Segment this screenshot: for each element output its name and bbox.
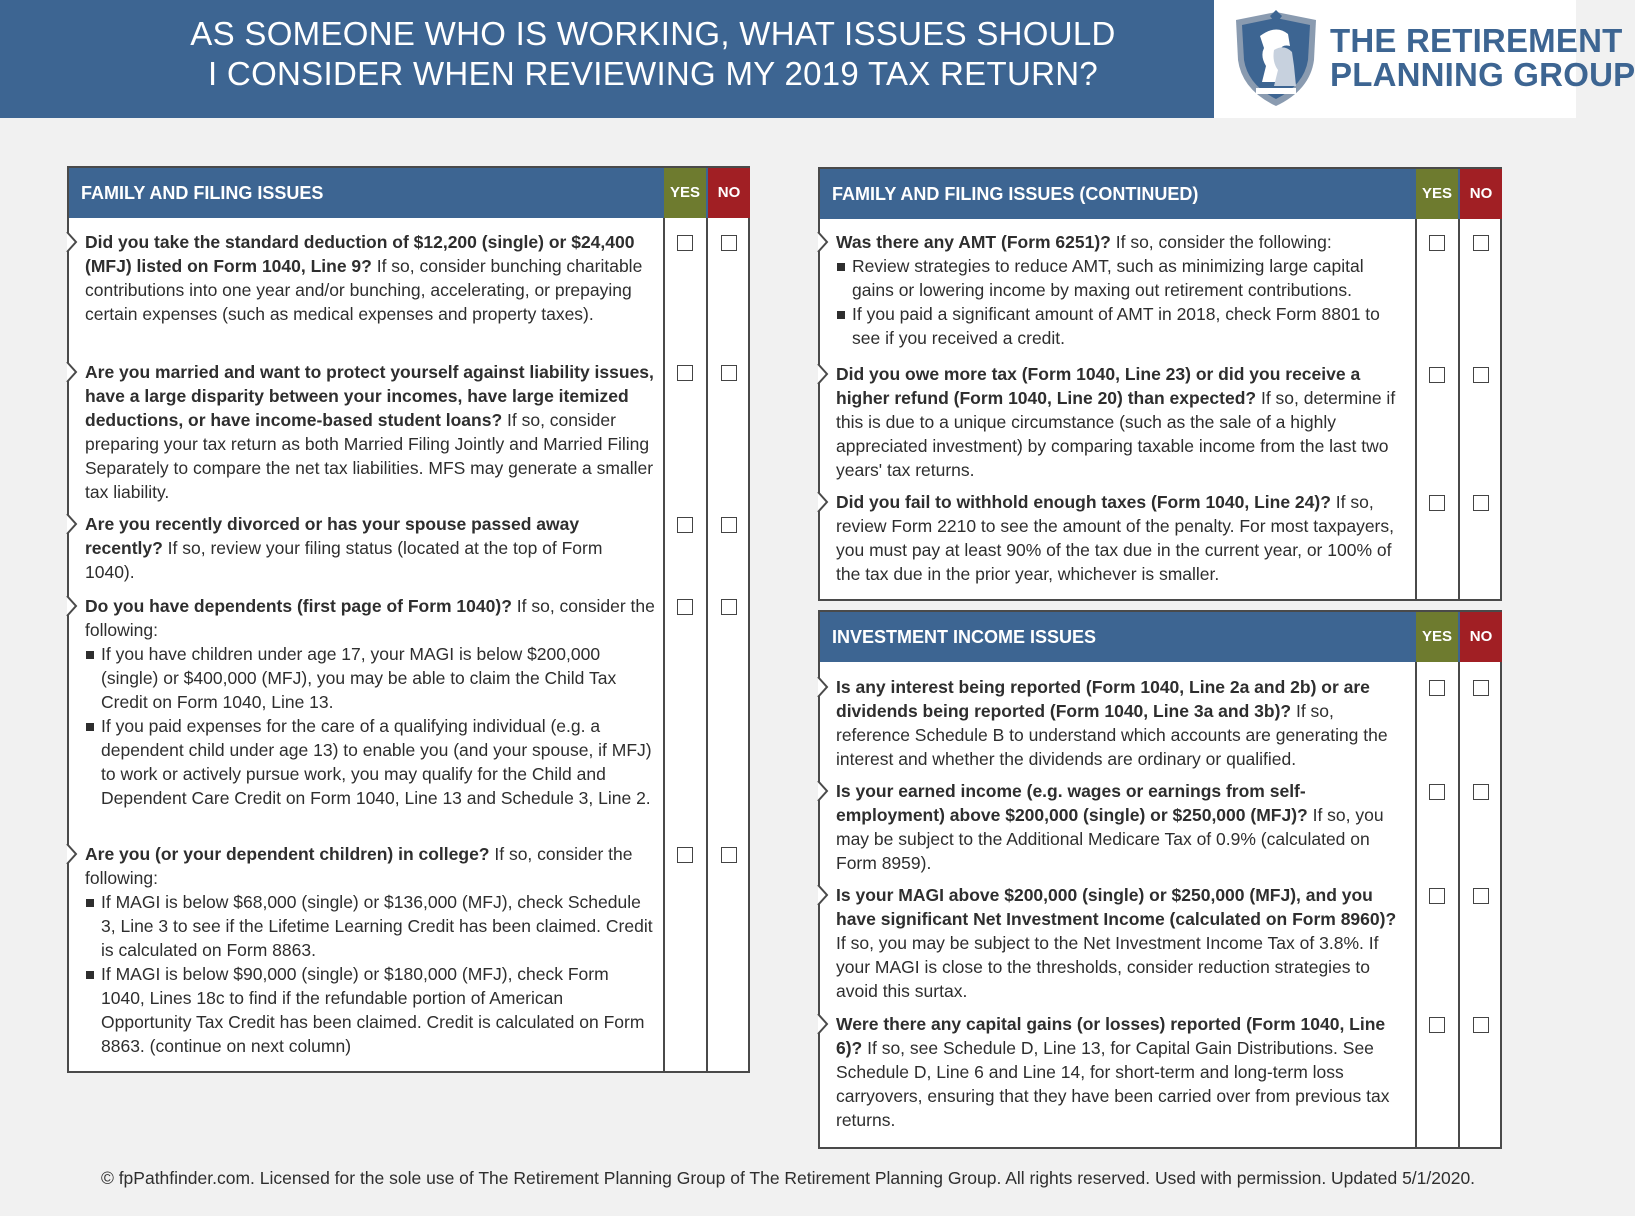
question-guidance: If so, you may be subject to the Net Investment Income Tax of 3.8%. If your MAGI is close to the thresholds, consider reduction strategies to avoid this surtax. (836, 933, 1379, 1001)
question-text: Were there any capital gains (or losses) reported (Form 1040, Line 6)? (836, 1014, 1386, 1058)
yes-checkbox[interactable] (1429, 888, 1445, 904)
column-divider (1415, 219, 1417, 599)
bullet-item: If you paid expenses for the care of a qualifying individual (e.g. a dependent child under age 13) to enable you (and your spouse, if MFJ) to work or actively pursue work, you may qualify for the Child and Dependent Care Credit on Form 1040, Line 13 and Schedule 3, Line 2. (85, 714, 655, 810)
section-arrow-icon (67, 232, 77, 252)
family-filing-panel (67, 166, 750, 1073)
copyright-footer: © fpPathfinder.com. Licensed for the sole use of The Retirement Planning Group of The Retirement Planning Group. All rights reserved. Used with permission. Updated 5/1/2020. (100, 1168, 1476, 1188)
question-item (836, 1012, 1406, 1132)
question-paragraph (85, 512, 655, 584)
question-item (836, 779, 1406, 875)
yes-checkbox[interactable] (677, 599, 693, 615)
question-item (836, 362, 1406, 482)
section-arrow-icon (67, 514, 77, 534)
yes-column-header: YES (1416, 169, 1458, 219)
bullet-list (836, 254, 1406, 350)
question-text: Did you owe more tax (Form 1040, Line 23) or did you receive a higher refund (Form 1040, Line 20) than expected? (836, 364, 1361, 408)
panel-title: FAMILY AND FILING ISSUES (CONTINUED) (832, 184, 1199, 204)
question-paragraph (836, 230, 1406, 254)
bullet-item: Review strategies to reduce AMT, such as minimizing large capital gains or lowering income by maxing out retirement contributions. (836, 254, 1406, 302)
page-title-line-2: I CONSIDER WHEN REVIEWING MY 2019 TAX RETURN? (208, 55, 1098, 92)
bullet-item: If you have children under age 17, your MAGI is below $200,000 (single) or $400,000 (MFJ), you may be able to claim the Child Tax Credit on Form 1040, Line 13. (85, 642, 655, 714)
question-item (85, 842, 655, 1058)
question-paragraph (836, 779, 1406, 875)
page-title (0, 14, 1306, 94)
logo (1214, 0, 1635, 118)
question-text: Is your earned income (e.g. wages or earnings from self-employment) above $200,000 (single) or $250,000 (MFJ)? (836, 781, 1308, 825)
question-item (836, 883, 1406, 1003)
question-guidance: If so, see Schedule D, Line 13, for Capital Gain Distributions. See Schedule D, Line 6 and Line 14, for short-term and long-term loss carryovers, ensuring that they have been carried over from previous tax returns. (836, 1038, 1390, 1130)
no-checkbox[interactable] (721, 365, 737, 381)
no-checkbox[interactable] (1473, 784, 1489, 800)
panel-header (69, 168, 748, 218)
yes-checkbox[interactable] (1429, 1017, 1445, 1033)
column-divider (1458, 219, 1460, 599)
question-text: Was there any AMT (Form 6251)? (836, 232, 1111, 252)
bullet-list (85, 642, 655, 810)
no-column-header: NO (1460, 169, 1502, 219)
logo-text-line-2: PLANNING GROUP (1330, 56, 1635, 93)
question-paragraph (85, 594, 655, 642)
shield-logo-icon (1230, 10, 1322, 108)
section-arrow-icon (818, 885, 828, 905)
question-guidance: If so, consider preparing your tax return as both Married Filing Jointly and Married Filing Separately to compare the net tax liabilities. MFS may generate a smaller tax liability. (85, 410, 654, 502)
no-checkbox[interactable] (1473, 235, 1489, 251)
column-divider (1415, 662, 1417, 1147)
question-guidance: If so, consider the following: (85, 844, 633, 888)
question-text: Do you have dependents (first page of Form 1040)? (85, 596, 512, 616)
logo-text (1330, 24, 1635, 92)
bullet-item: If MAGI is below $90,000 (single) or $180,000 (MFJ), check Form 1040, Lines 18c to find if the refundable portion of American Opportunity Tax Credit has been claimed. Credit is calculated on Form 8863. (continue on next column) (85, 962, 655, 1058)
question-paragraph (85, 230, 655, 326)
question-item (836, 230, 1406, 350)
yes-checkbox[interactable] (1429, 495, 1445, 511)
question-text: Did you take the standard deduction of $12,200 (single) or $24,400 (MFJ) listed on Form 1040, Line 9? (85, 232, 635, 276)
yes-checkbox[interactable] (1429, 367, 1445, 383)
question-paragraph (836, 362, 1406, 482)
page-title-line-1: AS SOMEONE WHO IS WORKING, WHAT ISSUES SHOULD (190, 15, 1116, 52)
panel-title: INVESTMENT INCOME ISSUES (832, 627, 1097, 647)
section-arrow-icon (818, 492, 828, 512)
no-checkbox[interactable] (1473, 367, 1489, 383)
question-item (85, 594, 655, 810)
yes-column-header: YES (664, 168, 706, 218)
no-checkbox[interactable] (721, 847, 737, 863)
bullet-list (85, 890, 655, 1058)
no-checkbox[interactable] (721, 235, 737, 251)
no-checkbox[interactable] (721, 599, 737, 615)
section-arrow-icon (818, 781, 828, 801)
question-paragraph (85, 360, 655, 504)
section-arrow-icon (67, 596, 77, 616)
yes-checkbox[interactable] (677, 365, 693, 381)
question-item (836, 490, 1406, 586)
bullet-item: If you paid a significant amount of AMT in 2018, check Form 8801 to see if you received a credit. (836, 302, 1406, 350)
question-paragraph (836, 675, 1406, 771)
column-divider (1458, 662, 1460, 1147)
question-text: Is your MAGI above $200,000 (single) or $250,000 (MFJ), and you have significant Net Investment Income (calculated on Form 8960)? (836, 885, 1397, 929)
question-guidance: If so, consider the following: (85, 596, 655, 640)
column-divider (706, 218, 708, 1071)
no-checkbox[interactable] (721, 517, 737, 533)
panel-title: FAMILY AND FILING ISSUES (81, 183, 324, 203)
question-text: Is any interest being reported (Form 1040, Line 2a and 2b) or are dividends being reported (Form 1040, Line 3a and 3b)? (836, 677, 1370, 721)
no-column-header: NO (708, 168, 750, 218)
page-header (0, 0, 1635, 118)
no-checkbox[interactable] (1473, 495, 1489, 511)
section-arrow-icon (818, 677, 828, 697)
question-item (85, 230, 655, 326)
question-item (836, 675, 1406, 771)
question-item (85, 512, 655, 584)
question-text: Are you (or your dependent children) in college? (85, 844, 490, 864)
bullet-item: If MAGI is below $68,000 (single) or $136,000 (MFJ), check Schedule 3, Line 3 to see if the Lifetime Learning Credit has been claimed. Credit is calculated on Form 8863. (85, 890, 655, 962)
section-arrow-icon (818, 232, 828, 252)
investment-income-panel (818, 610, 1502, 1149)
no-checkbox[interactable] (1473, 888, 1489, 904)
yes-checkbox[interactable] (1429, 235, 1445, 251)
yes-column-header: YES (1416, 612, 1458, 662)
section-arrow-icon (818, 364, 828, 384)
question-text: Are you recently divorced or has your spouse passed away recently? (85, 514, 580, 558)
question-guidance: If so, review Form 2210 to see the amount of the penalty. For most taxpayers, you must pay at least 90% of the tax due in the current year, or 100% of the tax due in the prior year, whichever is smaller. (836, 492, 1395, 584)
question-text: Did you fail to withhold enough taxes (Form 1040, Line 24)? (836, 492, 1331, 512)
yes-checkbox[interactable] (1429, 680, 1445, 696)
no-checkbox[interactable] (1473, 680, 1489, 696)
section-arrow-icon (67, 844, 77, 864)
question-guidance: If so, determine if this is due to a unique circumstance (such as the sale of a highly appreciated investment) by comparing taxable income from the last two years' tax returns. (836, 388, 1396, 480)
question-guidance: If so, you may be subject to the Additional Medicare Tax of 0.9% (calculated on Form 8959). (836, 805, 1384, 873)
section-arrow-icon (67, 362, 77, 382)
column-divider (663, 218, 665, 1071)
question-guidance: If so, consider bunching charitable contributions into one year and/or bunching, accelerating, or prepaying certain expenses (such as medical expenses and property taxes). (85, 256, 643, 324)
question-paragraph (836, 883, 1406, 1003)
question-paragraph (836, 490, 1406, 586)
no-column-header: NO (1460, 612, 1502, 662)
yes-checkbox[interactable] (677, 517, 693, 533)
question-item (85, 360, 655, 504)
panel-header (820, 169, 1500, 219)
logo-text-line-1: THE RETIREMENT (1330, 22, 1623, 59)
yes-checkbox[interactable] (677, 847, 693, 863)
question-text: Are you married and want to protect yourself against liability issues, have a large disparity between your incomes, have large itemized deductions, or have income-based student loans? (85, 362, 654, 430)
section-arrow-icon (818, 1014, 828, 1034)
question-paragraph (836, 1012, 1406, 1132)
yes-checkbox[interactable] (677, 235, 693, 251)
question-paragraph (85, 842, 655, 890)
question-guidance: If so, reference Schedule B to understand which accounts are generating the interest and whether the dividends are ordinary or qualified. (836, 701, 1388, 769)
yes-checkbox[interactable] (1429, 784, 1445, 800)
no-checkbox[interactable] (1473, 1017, 1489, 1033)
family-filing-continued-panel (818, 167, 1502, 601)
question-guidance: If so, review your filing status (located at the top of Form 1040). (85, 538, 603, 582)
panel-header (820, 612, 1500, 662)
question-guidance: If so, consider the following: (1110, 232, 1332, 252)
